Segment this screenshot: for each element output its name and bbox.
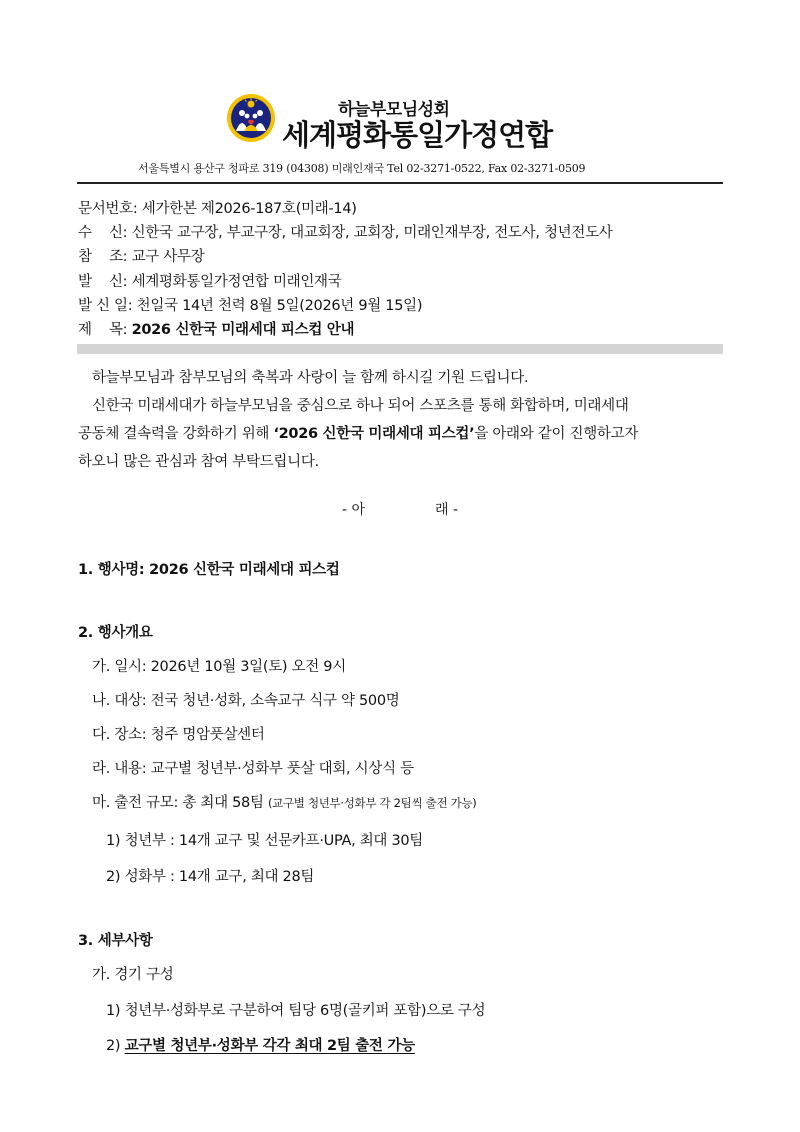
- meta-label: 발 신 일: [78, 298, 128, 314]
- scale-note: (교구별 청년부·성화부 각 2팀씩 출전 가능): [267, 796, 477, 810]
- meta-date: 발 신 일: 천일국 14년 천력 8월 5일(2026년 9월 15일): [78, 298, 423, 314]
- notice-right: 래 -: [435, 502, 459, 518]
- meta-label: 발 신: [78, 274, 123, 290]
- section-2-title: 2. 행사개요: [78, 625, 153, 641]
- org-subtitle: 하늘부모님성회: [338, 100, 450, 120]
- scale-sub-item: 2) 성화부 : 14개 교구, 최대 28팀: [106, 869, 315, 885]
- org-name: 세계평화통일가정연합: [282, 118, 553, 152]
- meta-cc: 참 조: 교구 사무장: [78, 249, 205, 265]
- meta-label: 문서번호: [78, 201, 133, 217]
- section-1-title: 1. 행사명: 2026 신한국 미래세대 피스컵: [78, 562, 340, 578]
- scale-main: 마. 출전 규모: 총 최대 58팀: [92, 795, 268, 811]
- meta-to: 수 신: 신한국 교구장, 부교구장, 대교회장, 교회장, 미래인재부장, 전도사, 청년전도사: [78, 225, 613, 241]
- meta-value: 교구 사무장: [131, 249, 205, 265]
- intro-text: 을 아래와 같이 진행하고자: [474, 426, 639, 442]
- header-divider: [77, 182, 723, 184]
- detail-sub-item: [106, 1034, 415, 1055]
- intro-paragraph: [78, 364, 724, 476]
- scale-sub-item: 1) 청년부 : 14개 교구 및 선문카프·UPA, 최대 30팀: [106, 833, 424, 849]
- unification-logo-icon: [226, 93, 276, 143]
- intro-line-1: 하늘부모님과 참부모님의 축복과 사랑이 늘 함께 하시길 기원 드립니다.: [92, 370, 529, 386]
- emphasis-text: 교구별 청년부·성화부 각각 최대 2팀 출전 가능: [124, 1038, 415, 1054]
- meta-value: 2026 신한국 미래세대 피스컵 안내: [131, 322, 355, 338]
- meta-value: 세계평화통일가정연합 미래인재국: [131, 274, 342, 290]
- meta-divider: [77, 344, 723, 354]
- notice-heading: [0, 499, 800, 519]
- meta-doc-no: 문서번호: 세가한본 제2026-187호(미래-14): [78, 201, 357, 217]
- notice-left: - 아: [341, 502, 365, 518]
- meta-label: 수 신: [78, 225, 123, 241]
- meta-subject: 제 목: 2026 신한국 미래세대 피스컵 안내: [78, 322, 355, 338]
- meta-from: 발 신: 세계평화통일가정연합 미래인재국: [78, 274, 342, 290]
- meta-label: 참 조: [78, 249, 123, 265]
- detail-item: 가. 경기 구성: [92, 967, 174, 983]
- sub-number: 2): [106, 1038, 125, 1054]
- detail-sub-item: 1) 청년부·성화부로 구분하여 팀당 6명(골키퍼 포함)으로 구성: [106, 1003, 486, 1019]
- overview-item: 라. 내용: 교구별 청년부·성화부 풋살 대회, 시상식 등: [92, 761, 414, 777]
- section-3-title: 3. 세부사항: [78, 933, 153, 949]
- org-address: 서울특별시 용산구 청파로 319 (04308) 미래인재국 Tel 02-3271-0522, Fax 02-3271-0509: [138, 162, 586, 175]
- overview-item-scale: [92, 791, 476, 812]
- meta-value: 천일국 14년 천력 8월 5일(2026년 9월 15일): [136, 298, 423, 314]
- intro-text: 공동체 결속력을 강화하기 위해: [78, 426, 274, 442]
- intro-line-3: [78, 420, 724, 448]
- intro-line-2: 신한국 미래세대가 하늘부모님을 중심으로 하나 되어 스포츠를 통해 화합하며, 미래세대: [92, 398, 629, 414]
- meta-value: 세가한본 제2026-187호(미래-14): [141, 201, 357, 217]
- overview-item: 다. 장소: 청주 명암풋살센터: [92, 727, 265, 743]
- overview-item: 나. 대상: 전국 청년·성화, 소속교구 식구 약 500명: [92, 693, 400, 709]
- meta-label: 제 목: [78, 322, 123, 338]
- meta-value: 신한국 교구장, 부교구장, 대교회장, 교회장, 미래인재부장, 전도사, 청년전도사: [131, 225, 613, 241]
- overview-item: 가. 일시: 2026년 10월 3일(토) 오전 9시: [92, 659, 346, 675]
- event-title-quote: ‘2026 신한국 미래세대 피스컵’: [273, 426, 475, 442]
- intro-line-4: 하오니 많은 관심과 참여 부탁드립니다.: [78, 454, 319, 470]
